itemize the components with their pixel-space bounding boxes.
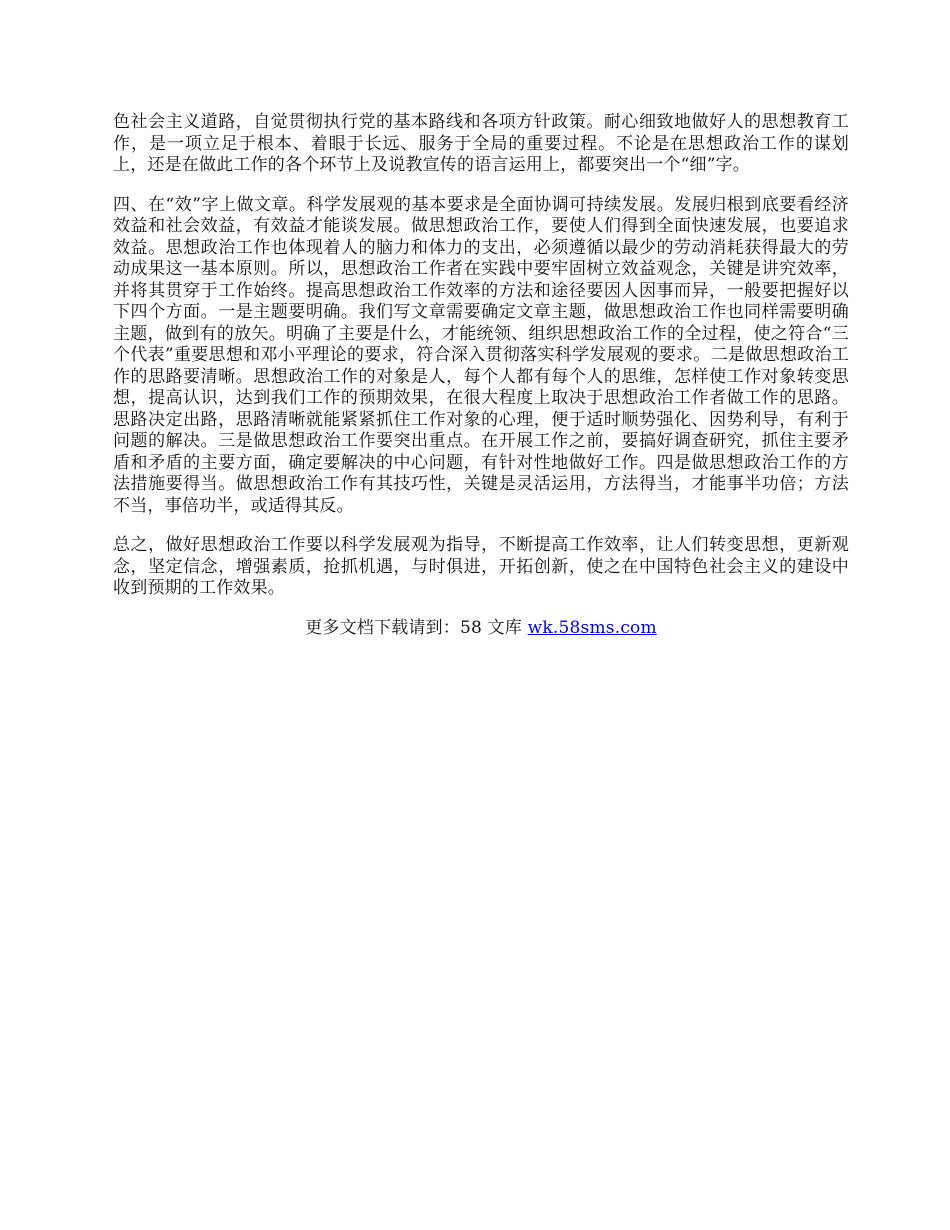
download-site-link[interactable]: wk.58sms.com — [527, 617, 657, 638]
paragraph-1: 色社会主义道路，自觉贯彻执行党的基本路线和各项方针政策。耐心细致地做好人的思想教育工作，是一项立足于根本、着眼于长远、服务于全局的重要过程。不论是在思想政治工作的谋划上，还是在做此工作的各个环节上及说教宣传的语言运用上，都要突出一个“细”字。 — [113, 112, 849, 175]
paragraph-3: 总之，做好思想政治工作要以科学发展观为指导，不断提高工作效率，让人们转变思想，更新观念，坚定信念，增强素质，抢抓机遇，与时俱进，开拓创新，使之在中国特色社会主义的建设中收到预期的工作效果。 — [113, 535, 849, 598]
document-page — [113, 112, 849, 639]
download-footer — [113, 618, 849, 640]
footer-prefix-text: 更多文档下载请到：58 文库 — [305, 617, 528, 638]
paragraph-2: 四、在“效”字上做文章。科学发展观的基本要求是全面协调可持续发展。发展归根到底要看经济效益和社会效益，有效益才能谈发展。做思想政治工作，要使人们得到全面快速发展，也要追求效益。思想政治工作也体现着人的脑力和体力的支出，必须遵循以最少的劳动消耗获得最大的劳动成果这一基本原则。所以，思想政治工作者在实践中要牢固树立效益观念，关键是讲究效率，并将其贯穿于工作始终。提高思想政治工作效率的方法和途径要因人因事而异，一般要把握好以下四个方面。一是主题要明确。我们写文章需要确定文章主题，做思想政治工作也同样需要明确主题，做到有的放矢。明确了主要是什么，才能统领、组织思想政治工作的全过程，使之符合“三个代表”重要思想和邓小平理论的要求，符合深入贯彻落实科学发展观的要求。二是做思想政治工作的思路要清晰。思想政治工作的对象是人，每个人都有每个人的思维，怎样使工作对象转变思想，提高认识，达到我们工作的预期效果，在很大程度上取决于思想政治工作者做工作的思路。思路决定出路，思路清晰就能紧紧抓住工作对象的心理，便于适时顺势强化、因势利导，有利于问题的解决。三是做思想政治工作要突出重点。在开展工作之前，要搞好调查研究，抓住主要矛盾和矛盾的主要方面，确定要解决的中心问题，有针对性地做好工作。四是做思想政治工作的方法措施要得当。做思想政治工作有其技巧性，关键是灵活运用，方法得当，才能事半功倍；方法不当，事倍功半，或适得其反。 — [113, 194, 849, 516]
